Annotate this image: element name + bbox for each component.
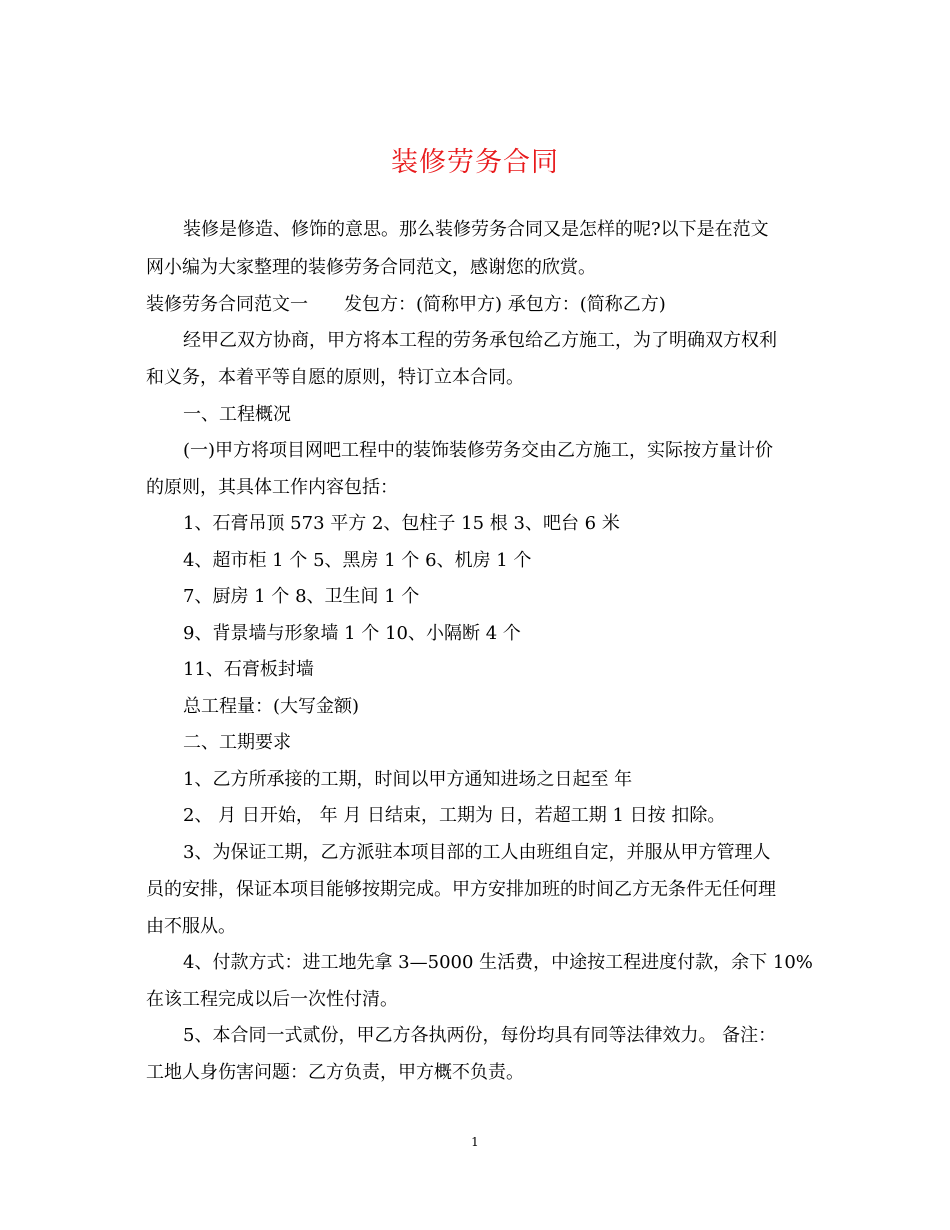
paragraph-line: 5、本合同一式贰份，甲乙方各执两份，每份均具有同等法律效力。 备注： (183, 1025, 777, 1046)
paragraph-line: 3、为保证工期，乙方派驻本项目部的工人由班组自定，并服从甲方管理人 (183, 842, 771, 863)
paragraph-line: 工地人身伤害问题：乙方负责，甲方概不负责。 (146, 1062, 524, 1083)
paragraph-line: 1、乙方所承接的工期，时间以甲方通知进场之日起至 年 (183, 769, 633, 790)
paragraph-line: 由不服从。 (146, 916, 236, 937)
list-item: 4、超市柜 1 个 5、黑房 1 个 6、机房 1 个 (183, 550, 532, 571)
paragraph-line: 装修劳务合同范文一 发包方：(简称甲方) 承包方：(简称乙方) (146, 294, 666, 315)
paragraph-line: 2、 月 日开始， 年 月 日结束，工期为 日，若超工期 1 日按 扣除。 (183, 805, 726, 826)
list-item: 1、石膏吊顶 573 平方 2、包柱子 15 根 3、吧台 6 米 (183, 513, 620, 534)
section-heading: 一、工程概况 (183, 404, 291, 425)
paragraph-line: 在该工程完成以后一次性付清。 (146, 989, 398, 1010)
paragraph-line: 经甲乙双方协商，甲方将本工程的劳务承包给乙方施工，为了明确双方权利 (183, 330, 777, 351)
paragraph-line: 的原则，其具体工作内容包括： (146, 477, 398, 498)
paragraph-line: 4、付款方式：进工地先拿 3—5000 生活费，中途按工程进度付款，余下 10% (183, 952, 813, 973)
paragraph-line: 总工程量：(大写金额) (183, 696, 360, 717)
list-item: 7、厨房 1 个 8、卫生间 1 个 (183, 586, 420, 607)
paragraph-line: 装修是修造、修饰的意思。那么装修劳务合同又是怎样的呢?以下是在范文 (183, 219, 769, 240)
paragraph-line: 网小编为大家整理的装修劳务合同范文，感谢您的欣赏。 (146, 257, 596, 278)
list-item: 9、背景墙与形象墙 1 个 10、小隔断 4 个 (183, 623, 521, 644)
paragraph-line: 员的安排，保证本项目能够按期完成。甲方安排加班的时间乙方无条件无任何理 (146, 879, 776, 900)
paragraph-line: 和义务，本着平等自愿的原则，特订立本合同。 (146, 367, 524, 388)
page-number: 1 (471, 1135, 479, 1149)
paragraph-line: (一)甲方将项目网吧工程中的装饰装修劳务交由乙方施工，实际按方量计价 (183, 440, 774, 461)
document-title: 装修劳务合同 (391, 147, 559, 178)
list-item: 11、石膏板封墙 (183, 659, 314, 680)
section-heading: 二、工期要求 (183, 732, 291, 753)
